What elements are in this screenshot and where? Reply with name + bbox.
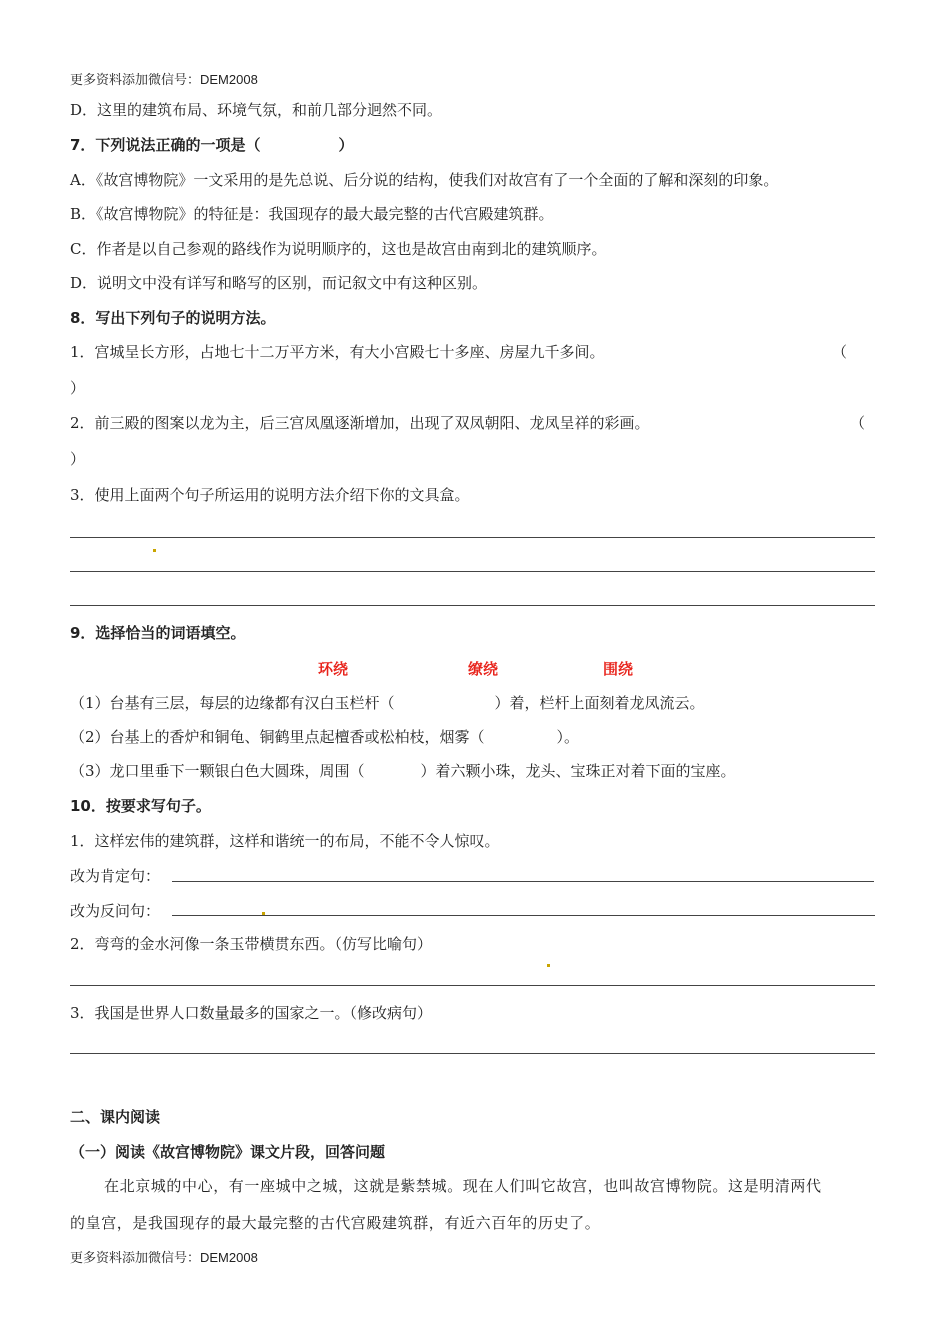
q8-item-1-open-paren: （ [832,343,848,361]
q10-item-1: 1．这样宏伟的建筑群，这样和谐统一的布局，不能不令人惊叹。 [70,832,500,850]
q10-affirm-label: 改为肯定句： [70,867,161,885]
q7-option-a: A．《故宫博物院》一文采用的是先总说、后分说的结构，使我们对故宫有了一个全面的了解和深刻的印象。 [70,171,779,189]
q9-word-3: 围绕 [603,660,634,678]
q8-item-2-close-paren: ） [70,450,86,468]
q8-item-1: 1．宫城呈长方形，占地七十二万平方米，有大小宫殿七十多座、房屋九千多间。 [70,343,605,361]
page-footer: 更多资料添加微信号：DEM2008 [70,1250,258,1265]
q10-rhetorical-label: 改为反问句： [70,902,161,920]
q7-title-suffix: ） [338,136,354,154]
q8-item-3: 3．使用上面两个句子所运用的说明方法介绍下你的文具盒。 [70,486,470,504]
q7-option-c: C．作者是以自己参观的路线作为说明顺序的，这也是故宫由南到北的建筑顺序。 [70,240,607,258]
q8-answer-line-2[interactable] [70,571,875,572]
q9-sentence-2 [70,727,579,747]
stray-mark [262,912,265,915]
q9-sentence-1 [70,693,705,713]
q8-answer-line-3[interactable] [70,605,875,606]
section-2-title: 二、课内阅读 [70,1108,161,1126]
q10-item-3: 3．我国是世界人口数量最多的国家之一。（修改病句） [70,1004,433,1022]
page-header: 更多资料添加微信号：DEM2008 [70,72,258,87]
q10-item-2: 2．弯弯的金水河像一条玉带横贯东西。（仿写比喻句） [70,935,433,953]
q8-item-2-open-paren: （ [850,414,866,432]
q9-s1-part-b: ）着，栏杆上面刻着龙凤流云。 [494,694,705,712]
q8-item-1-close-paren: ） [70,379,86,397]
stray-mark [547,964,550,967]
q6-option-d: D．这里的建筑布局、环境气氛，和前几部分迥然不同。 [70,101,443,119]
q10-rhetorical-line[interactable] [172,915,875,916]
q9-s3-part-b: ）着六颗小珠，龙头、宝珠正对着下面的宝座。 [420,762,736,780]
q9-word-2: 缭绕 [468,660,499,678]
stray-mark [153,549,156,552]
q9-s2-part-a: （2）台基上的香炉和铜龟、铜鹤里点起檀香或松柏枝，烟雾（ [70,728,485,746]
q8-title: 8．写出下列句子的说明方法。 [70,309,276,327]
q7-title-prefix: 7．下列说法正确的一项是（ [70,136,261,154]
q8-answer-line-1[interactable] [70,537,875,538]
q9-word-1: 环绕 [318,660,349,678]
reading-paragraph-line-2: 的皇宫，是我国现存的最大最完整的古代宫殿建筑群，有近六百年的历史了。 [70,1214,601,1232]
q8-item-2: 2．前三殿的图案以龙为主，后三宫凤凰逐渐增加，出现了双凤朝阳、龙凤呈祥的彩画。 [70,414,650,432]
section-2-subtitle: （一）阅读《故宫博物院》课文片段，回答问题 [70,1143,386,1161]
q9-s2-part-b: ）。 [556,728,580,746]
reading-paragraph-line-1: 在北京城的中心，有一座城中之城，这就是紫禁城。现在人们叫它故宫，也叫故宫博物院。这是明清两代 [104,1177,822,1195]
q9-s3-part-a: （3）龙口里垂下一颗银白色大圆珠，周围（ [70,762,365,780]
q9-s1-part-a: （1）台基有三层，每层的边缘都有汉白玉栏杆（ [70,694,395,712]
q7-option-d: D．说明文中没有详写和略写的区别，而记叙文中有这种区别。 [70,274,488,292]
q10-correction-line[interactable] [70,1053,875,1054]
q9-sentence-3 [70,761,736,781]
q7-option-b: B．《故宫博物院》的特征是：我国现存的最大最完整的古代宫殿建筑群。 [70,205,554,223]
q10-title: 10．按要求写句子。 [70,797,211,815]
q10-simile-line[interactable] [70,985,875,986]
q10-affirm-line[interactable] [172,881,874,882]
q9-title: 9．选择恰当的词语填空。 [70,624,246,642]
q7-title [70,135,353,155]
